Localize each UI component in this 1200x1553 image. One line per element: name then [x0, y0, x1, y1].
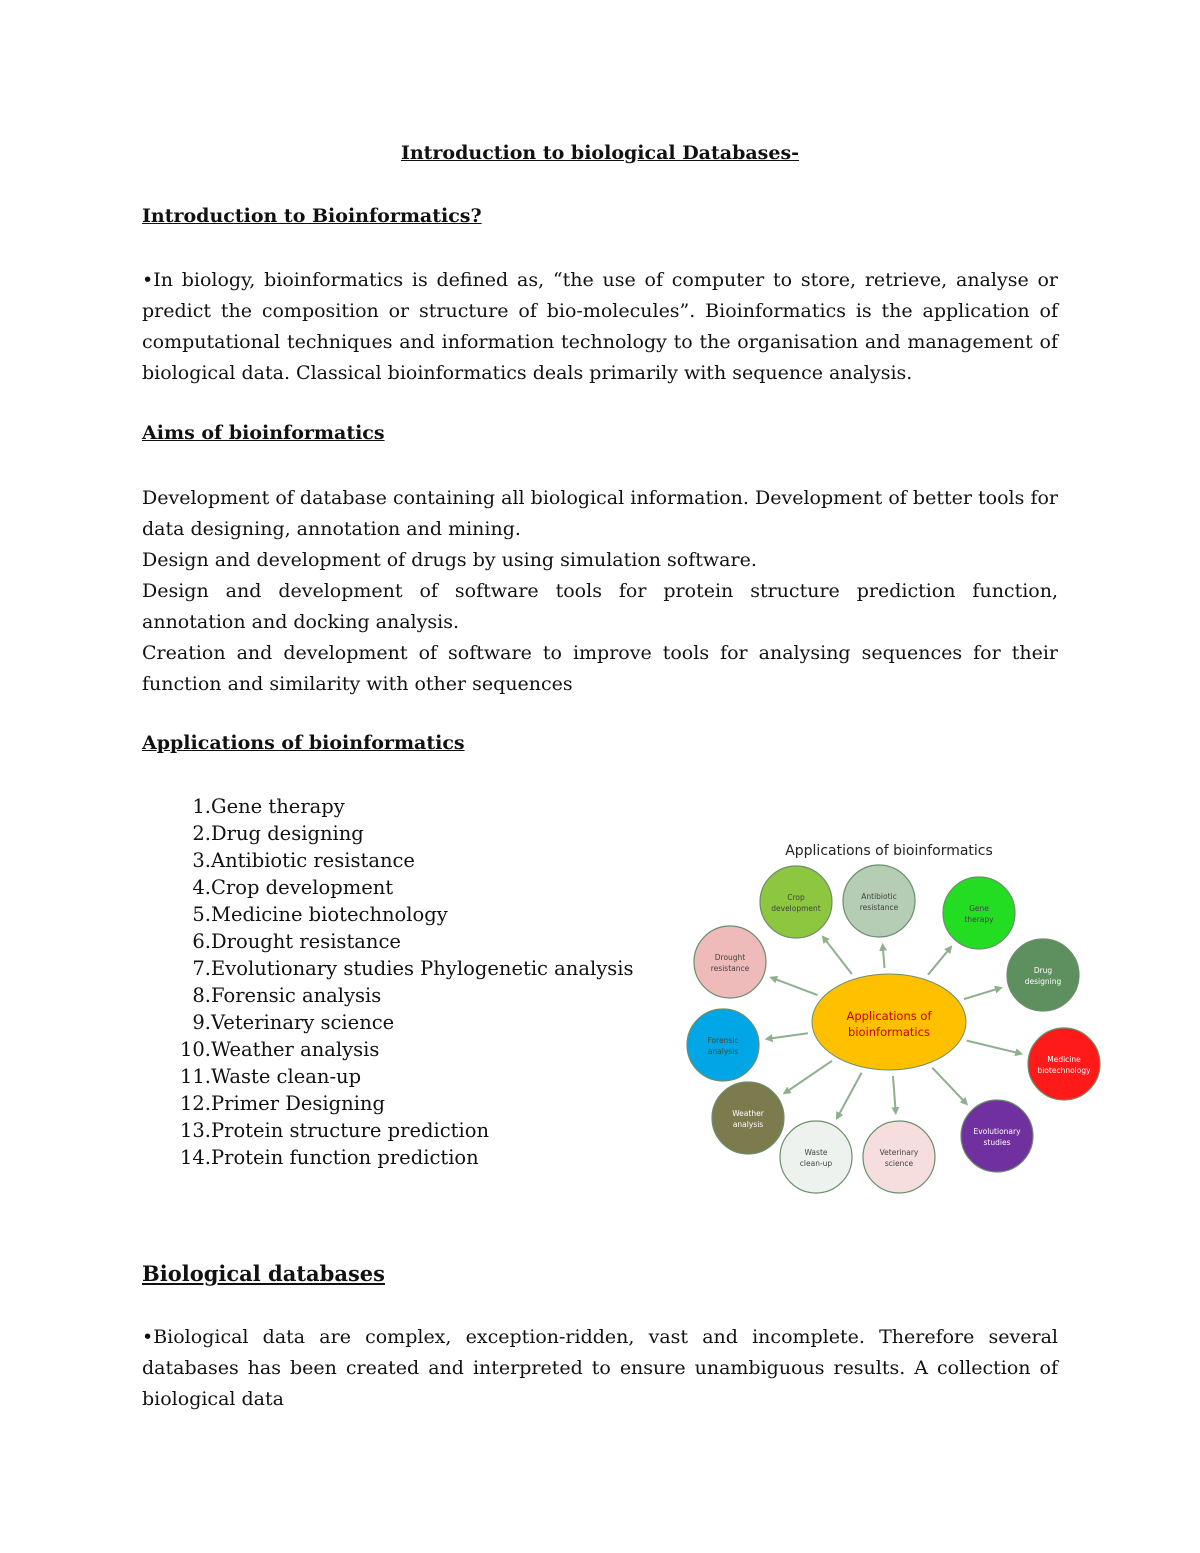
list-number: 6. — [192, 930, 211, 953]
diagram-node-label-line2: analysis — [707, 1047, 739, 1056]
diagram-node-label-line1: Drought — [714, 953, 746, 962]
list-item — [170, 1144, 634, 1171]
diagram-arrow — [771, 978, 817, 995]
diagram-node — [943, 877, 1015, 949]
list-number: 11. — [179, 1065, 211, 1088]
intro-heading: Introduction to Bioinformatics? — [142, 205, 482, 227]
diagram-arrow — [893, 1076, 896, 1113]
list-text: Gene therapy — [211, 795, 345, 818]
applications-list — [170, 793, 634, 1171]
diagram-node-label-line1: Crop — [787, 893, 805, 902]
list-text: Forensic analysis — [211, 984, 382, 1007]
list-number: 14. — [179, 1146, 211, 1169]
list-text: Weather analysis — [211, 1038, 380, 1061]
list-number: 8. — [192, 984, 211, 1007]
center-label-line1: Applications of — [846, 1009, 932, 1023]
diagram-node-label-line2: studies — [983, 1138, 1011, 1147]
diagram-arrow — [784, 1061, 832, 1093]
diagram-node-circle — [843, 865, 915, 937]
diagram-title: Applications of bioinformatics — [785, 843, 993, 859]
diagram-node-label-line1: Evolutionary — [973, 1127, 1021, 1136]
diagram-node-circle — [943, 877, 1015, 949]
list-item — [170, 982, 634, 1009]
list-number: 5. — [192, 903, 211, 926]
aims-heading: Aims of bioinformatics — [142, 422, 385, 444]
diagram-arrow — [883, 945, 885, 968]
list-text: Primer Designing — [211, 1092, 385, 1115]
diagram-node-label-line2: resistance — [859, 903, 899, 912]
list-item — [170, 1009, 634, 1036]
list-text: Drug designing — [211, 822, 364, 845]
diagram-node-label-line2: designing — [1024, 977, 1062, 986]
list-number: 13. — [179, 1119, 211, 1142]
list-item — [170, 1090, 634, 1117]
list-item — [170, 1063, 634, 1090]
diagram-node-circle — [687, 1009, 759, 1081]
list-number: 1. — [192, 795, 211, 818]
diagram-center-node — [812, 974, 966, 1070]
applications-diagram-svg — [682, 835, 1122, 1195]
diagram-node — [780, 1121, 852, 1193]
list-text: Waste clean-up — [211, 1065, 362, 1088]
databases-heading: Biological databases — [142, 1261, 385, 1286]
diagram-node-circle — [712, 1082, 784, 1154]
list-item — [170, 820, 634, 847]
diagram-node-label-line2: development — [771, 904, 821, 913]
diagram-node-label-line1: Forensic — [707, 1036, 739, 1045]
applications-diagram — [682, 835, 1122, 1195]
diagram-node — [1007, 939, 1079, 1011]
list-number: 3. — [192, 849, 211, 872]
list-text: Protein structure prediction — [211, 1119, 490, 1142]
applications-heading: Applications of bioinformatics — [142, 732, 465, 754]
list-text: Veterinary science — [211, 1011, 395, 1034]
list-item — [170, 901, 634, 928]
list-number: 9. — [192, 1011, 211, 1034]
diagram-node-label-line2: resistance — [710, 964, 750, 973]
diagram-node-label-line2: science — [884, 1159, 914, 1168]
list-number: 10. — [179, 1038, 211, 1061]
diagram-arrow — [837, 1073, 862, 1119]
list-number: 12. — [179, 1092, 211, 1115]
list-item — [170, 928, 634, 955]
list-item — [170, 1117, 634, 1144]
diagram-node-label-line2: clean-up — [799, 1159, 833, 1168]
diagram-node-label-line1: Veterinary — [879, 1148, 919, 1157]
list-item — [170, 955, 634, 982]
diagram-node — [863, 1121, 935, 1193]
diagram-node-label-line1: Waste — [804, 1148, 828, 1157]
diagram-node-label-line1: Drug — [1033, 966, 1053, 975]
diagram-arrow — [767, 1033, 808, 1039]
diagram-node — [694, 926, 766, 998]
diagram-node-label-line2: analysis — [732, 1120, 764, 1129]
diagram-arrow — [823, 937, 852, 974]
diagram-arrow — [928, 947, 951, 975]
diagram-node — [712, 1082, 784, 1154]
diagram-arrow — [932, 1068, 966, 1104]
diagram-node-label-line2: therapy — [964, 915, 994, 924]
list-item — [170, 1036, 634, 1063]
aims-item: Development of database containing all biological information. Development of better tools for data designing, annotation and mining. — [142, 487, 1058, 540]
diagram-arrow — [964, 988, 1001, 999]
diagram-node-circle — [1028, 1028, 1100, 1100]
diagram-node-circle — [1007, 939, 1079, 1011]
diagram-node-circle — [694, 926, 766, 998]
aims-item: Creation and development of software to improve tools for analysing sequences for their function and similarity with other sequences — [142, 642, 1058, 695]
databases-paragraph: •Biological data are complex, exception-ridden, vast and incomplete. Therefore several databases has been created and interpreted to ensure unambiguous results. A collection of biological data — [142, 1326, 1058, 1410]
diagram-node-label-line2: biotechnology — [1037, 1066, 1091, 1075]
list-number: 2. — [192, 822, 211, 845]
list-text: Antibiotic resistance — [211, 849, 415, 872]
list-text: Medicine biotechnology — [211, 903, 448, 926]
aims-item: Design and development of drugs by using simulation software. — [142, 549, 757, 571]
diagram-node-circle — [961, 1100, 1033, 1172]
diagram-node-label-line1: Gene — [969, 904, 989, 913]
diagram-node — [843, 865, 915, 937]
diagram-node — [760, 866, 832, 938]
intro-paragraph: •In biology, bioinformatics is defined as, “the use of computer to store, retrieve, analyse or predict the composition or structure of bio-molecules”. Bioinformatics is the application of computational techniques and information technology to the organisation and management of biological data. Classical bioinformatics deals primarily with sequence analysis. — [142, 269, 1058, 384]
list-text: Protein function prediction — [211, 1146, 479, 1169]
list-text: Drought resistance — [211, 930, 401, 953]
list-number: 4. — [192, 876, 211, 899]
list-item — [170, 847, 634, 874]
list-item — [170, 793, 634, 820]
list-text: Crop development — [211, 876, 394, 899]
diagram-node — [961, 1100, 1033, 1172]
diagram-node-circle — [863, 1121, 935, 1193]
aims-list — [142, 483, 1058, 700]
list-number: 7. — [192, 957, 211, 980]
diagram-node — [1028, 1028, 1100, 1100]
page-title: Introduction to biological Databases- — [400, 142, 800, 164]
diagram-node-circle — [760, 866, 832, 938]
list-item — [170, 874, 634, 901]
diagram-arrow — [967, 1041, 1022, 1054]
aims-item: Design and development of software tools for protein structure prediction function, annotation and docking analysis. — [142, 580, 1058, 633]
diagram-node — [687, 1009, 759, 1081]
center-label-line2: bioinformatics — [848, 1025, 930, 1039]
diagram-node-label-line1: Weather — [732, 1109, 764, 1118]
diagram-node-circle — [780, 1121, 852, 1193]
diagram-node-label-line1: Medicine — [1047, 1055, 1081, 1064]
diagram-node-label-line1: Antibiotic — [861, 892, 897, 901]
list-text: Evolutionary studies Phylogenetic analysis — [211, 957, 634, 980]
